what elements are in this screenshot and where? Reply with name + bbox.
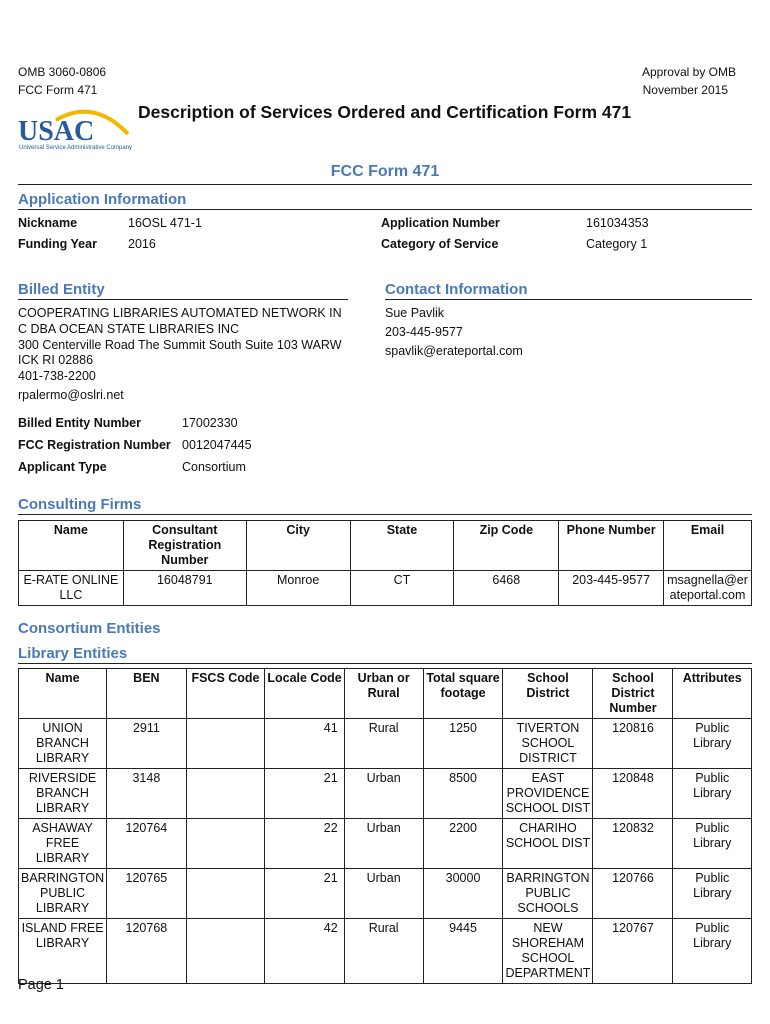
billed-entity-heading: Billed Entity xyxy=(18,281,105,298)
table-cell: ASHAWAY FREE LIBRARY xyxy=(19,819,107,869)
consulting-heading: Consulting Firms xyxy=(18,496,142,513)
usac-logo xyxy=(16,104,134,152)
table-cell: RIVERSIDE BRANCH LIBRARY xyxy=(19,769,107,819)
nickname-label: Nickname xyxy=(18,216,78,230)
fcc-registration-value: 0012047445 xyxy=(182,438,252,452)
billed-entity-line: 300 Centerville Road The Summit South Suite 103 WARW xyxy=(18,337,342,352)
table-row xyxy=(19,719,752,769)
table-cell: 120768 xyxy=(107,919,187,984)
contact-email: spavlik@erateportal.com xyxy=(385,344,523,358)
table-cell: 120832 xyxy=(593,819,673,869)
table-cell: BARRINGTON PUBLIC SCHOOLS xyxy=(503,869,593,919)
table-cell: Rural xyxy=(344,719,423,769)
table-cell: Monroe xyxy=(246,571,350,606)
table-cell: UNION BRANCH LIBRARY xyxy=(19,719,107,769)
table-cell: 1250 xyxy=(423,719,503,769)
table-cell: ISLAND FREE LIBRARY xyxy=(19,919,107,984)
table-cell: Public Library xyxy=(673,719,752,769)
column-header: Total square footage xyxy=(423,669,503,719)
library-entities-heading: Library Entities xyxy=(18,645,128,662)
table-cell: 2200 xyxy=(423,819,503,869)
table-row xyxy=(19,571,752,606)
billed-entity-line: ICK RI 02886 xyxy=(18,353,94,368)
fcc-registration-label: FCC Registration Number xyxy=(18,438,171,452)
application-info-divider xyxy=(18,209,752,210)
funding-year-label: Funding Year xyxy=(18,237,97,251)
column-header: Consultant Registration Number xyxy=(123,521,246,571)
table-cell: Public Library xyxy=(673,769,752,819)
column-header: Email xyxy=(664,521,752,571)
column-header: State xyxy=(350,521,454,571)
contact-name: Sue Pavlik xyxy=(385,306,445,320)
table-cell: Urban xyxy=(344,769,423,819)
column-header: Urban or Rural xyxy=(344,669,423,719)
table-cell: Public Library xyxy=(673,919,752,984)
table-cell: 203-445-9577 xyxy=(559,571,664,606)
table-cell: 120766 xyxy=(593,869,673,919)
table-cell: 2911 xyxy=(107,719,187,769)
page-number: Page 1 xyxy=(18,977,64,993)
logo-subtext: Universal Service Administrative Company xyxy=(19,145,133,151)
ben-value: 17002330 xyxy=(182,416,238,430)
library-entities-table xyxy=(18,668,752,984)
table-cell: 120816 xyxy=(593,719,673,769)
table-cell: 41 xyxy=(265,719,344,769)
page-title: Description of Services Ordered and Certification Form 471 xyxy=(138,102,632,122)
billed-entity-address xyxy=(18,306,342,404)
table-cell: CHARIHO SCHOOL DIST xyxy=(503,819,593,869)
application-info-heading: Application Information xyxy=(18,191,187,208)
table-cell: NEW SHOREHAM SCHOOL DEPARTMENT xyxy=(503,919,593,984)
applicant-type-label: Applicant Type xyxy=(18,460,107,474)
table-cell: Urban xyxy=(344,819,423,869)
table-row xyxy=(19,919,752,984)
column-header: Name xyxy=(19,669,107,719)
table-cell: E-RATE ONLINE LLC xyxy=(19,571,124,606)
table-cell: msagnella@erateportal.com xyxy=(664,571,752,606)
billed-entity-line: COOPERATING LIBRARIES AUTOMATED NETWORK IN xyxy=(18,306,342,320)
table-cell: Public Library xyxy=(673,819,752,869)
table-row xyxy=(19,869,752,919)
column-header: FSCS Code xyxy=(186,669,265,719)
table-cell: BARRINGTON PUBLIC LIBRARY xyxy=(19,869,107,919)
consulting-table xyxy=(18,520,752,606)
consortium-heading: Consortium Entities xyxy=(18,620,161,637)
billed-entity-line: 401-738-2200 xyxy=(18,369,96,384)
table-cell: 3148 xyxy=(107,769,187,819)
table-cell xyxy=(186,819,265,869)
library-entities-divider xyxy=(18,663,752,664)
column-header: BEN xyxy=(107,669,187,719)
table-cell: 6468 xyxy=(454,571,559,606)
column-header: Locale Code xyxy=(265,669,344,719)
billed-entity-line: C DBA OCEAN STATE LIBRARIES INC xyxy=(18,321,240,336)
ben-label: Billed Entity Number xyxy=(18,416,141,430)
nickname-value: 16OSL 471-1 xyxy=(128,216,202,230)
column-header: Phone Number xyxy=(559,521,664,571)
column-header: City xyxy=(246,521,350,571)
table-row xyxy=(19,769,752,819)
table-cell: 120848 xyxy=(593,769,673,819)
table-cell: TIVERTON SCHOOL DISTRICT xyxy=(503,719,593,769)
contact-divider xyxy=(385,299,752,300)
consulting-divider xyxy=(18,514,752,515)
consulting-header-row xyxy=(19,521,752,571)
column-header: Name xyxy=(19,521,124,571)
category-value: Category 1 xyxy=(586,237,648,251)
billed-entity-divider xyxy=(18,299,348,300)
column-header: Zip Code xyxy=(454,521,559,571)
form-title: FCC Form 471 xyxy=(330,163,440,180)
column-header: School District Number xyxy=(593,669,673,719)
application-number-value: 161034353 xyxy=(586,216,649,230)
table-cell: EAST PROVIDENCE SCHOOL DIST xyxy=(503,769,593,819)
table-cell: 120765 xyxy=(107,869,187,919)
category-label: Category of Service xyxy=(381,237,499,251)
column-header: Attributes xyxy=(673,669,752,719)
table-cell: 9445 xyxy=(423,919,503,984)
table-cell: Rural xyxy=(344,919,423,984)
omb-number: OMB 3060-0806 xyxy=(18,65,107,79)
table-cell: 30000 xyxy=(423,869,503,919)
funding-year-value: 2016 xyxy=(128,237,156,251)
table-cell: 16048791 xyxy=(123,571,246,606)
table-cell xyxy=(186,769,265,819)
table-cell: 8500 xyxy=(423,769,503,819)
table-cell: Urban xyxy=(344,869,423,919)
applicant-type-value: Consortium xyxy=(182,460,246,474)
table-cell: 120764 xyxy=(107,819,187,869)
table-cell: 120767 xyxy=(593,919,673,984)
logo-text: USAC xyxy=(18,116,95,147)
table-cell xyxy=(186,719,265,769)
omb-approval: Approval by OMB xyxy=(641,65,736,79)
title-divider xyxy=(18,184,752,185)
omb-date: November 2015 xyxy=(642,83,728,97)
form-number: FCC Form 471 xyxy=(18,83,98,97)
billed-entity-line: rpalermo@oslri.net xyxy=(18,387,124,402)
table-cell: CT xyxy=(350,571,454,606)
column-header: School District xyxy=(503,669,593,719)
library-header-row xyxy=(19,669,752,719)
table-cell: Public Library xyxy=(673,869,752,919)
table-cell: 21 xyxy=(265,769,344,819)
table-cell: 21 xyxy=(265,869,344,919)
table-cell xyxy=(186,919,265,984)
table-cell xyxy=(186,869,265,919)
contact-heading: Contact Information xyxy=(385,281,528,298)
table-cell: 42 xyxy=(265,919,344,984)
table-row xyxy=(19,819,752,869)
application-number-label: Application Number xyxy=(381,216,500,230)
contact-phone: 203-445-9577 xyxy=(385,325,463,339)
table-cell: 22 xyxy=(265,819,344,869)
